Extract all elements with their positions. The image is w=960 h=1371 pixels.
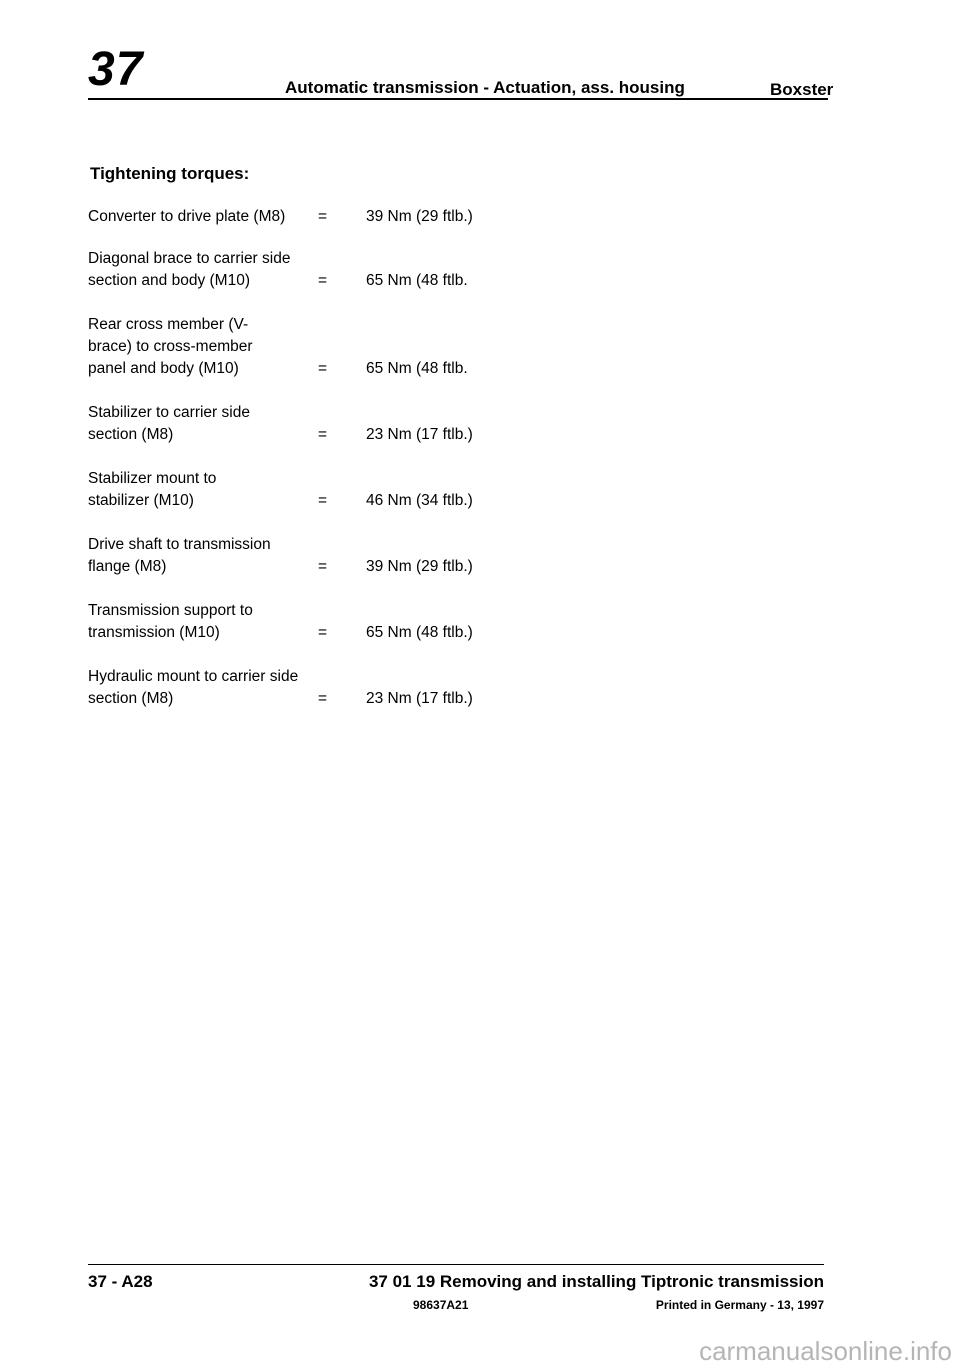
equals-sign: = <box>318 690 328 707</box>
equals-sign: = <box>318 272 328 289</box>
torque-value: 23 Nm (17 ftlb.) <box>366 426 473 443</box>
watermark: carmanualsonline.info <box>699 1336 952 1366</box>
torque-value: 39 Nm (29 ftlb.) <box>366 208 473 225</box>
page-header-title: Automatic transmission - Actuation, ass. housing <box>285 78 685 97</box>
torque-value: 39 Nm (29 ftlb.) <box>366 558 473 575</box>
page-number: 37 - A28 <box>88 1272 153 1291</box>
torque-description: Hydraulic mount to carrier side section (M8) <box>88 668 299 707</box>
torque-row <box>88 314 588 380</box>
header-divider <box>88 98 828 100</box>
torque-description: Diagonal brace to carrier side section and body (M10) <box>88 250 291 289</box>
print-info: Printed in Germany - 13, 1997 <box>655 1298 824 1312</box>
equals-sign: = <box>318 208 328 225</box>
equals-sign: = <box>318 426 328 443</box>
footer-title: 37 01 19 Removing and installing Tiptronic transmission <box>368 1272 824 1291</box>
torque-description: Stabilizer to carrier side section (M8) <box>88 404 250 443</box>
torque-list <box>88 206 588 728</box>
torque-row <box>88 600 588 644</box>
section-title: Tightening torques: <box>90 164 250 183</box>
equals-sign: = <box>318 624 328 641</box>
document-code: 98637A21 <box>413 1298 469 1312</box>
torque-row <box>88 534 588 578</box>
torque-description: Rear cross member (V-brace) to cross-member panel and body (M10) <box>88 316 253 377</box>
equals-sign: = <box>318 360 328 377</box>
torque-value: 65 Nm (48 ftlb.) <box>366 624 473 641</box>
torque-value: 23 Nm (17 ftlb.) <box>366 690 473 707</box>
torque-value: 65 Nm (48 ftlb. <box>366 272 468 289</box>
torque-value: 65 Nm (48 ftlb. <box>366 360 468 377</box>
equals-sign: = <box>318 558 328 575</box>
vehicle-model: Boxster <box>770 80 834 99</box>
torque-value: 46 Nm (34 ftlb.) <box>366 492 473 509</box>
torque-description: Stabilizer mount to stabilizer (M10) <box>88 470 217 509</box>
footer-divider <box>88 1264 824 1265</box>
torque-row <box>88 248 588 292</box>
equals-sign: = <box>318 492 328 509</box>
torque-description: Converter to drive plate (M8) <box>88 208 286 225</box>
torque-description: Drive shaft to transmission flange (M8) <box>88 536 271 575</box>
torque-row <box>88 206 588 228</box>
torque-row <box>88 402 588 446</box>
torque-row <box>88 666 588 710</box>
torque-row <box>88 468 588 512</box>
torque-description: Transmission support to transmission (M10) <box>88 602 253 641</box>
chapter-number: 37 <box>88 43 144 96</box>
